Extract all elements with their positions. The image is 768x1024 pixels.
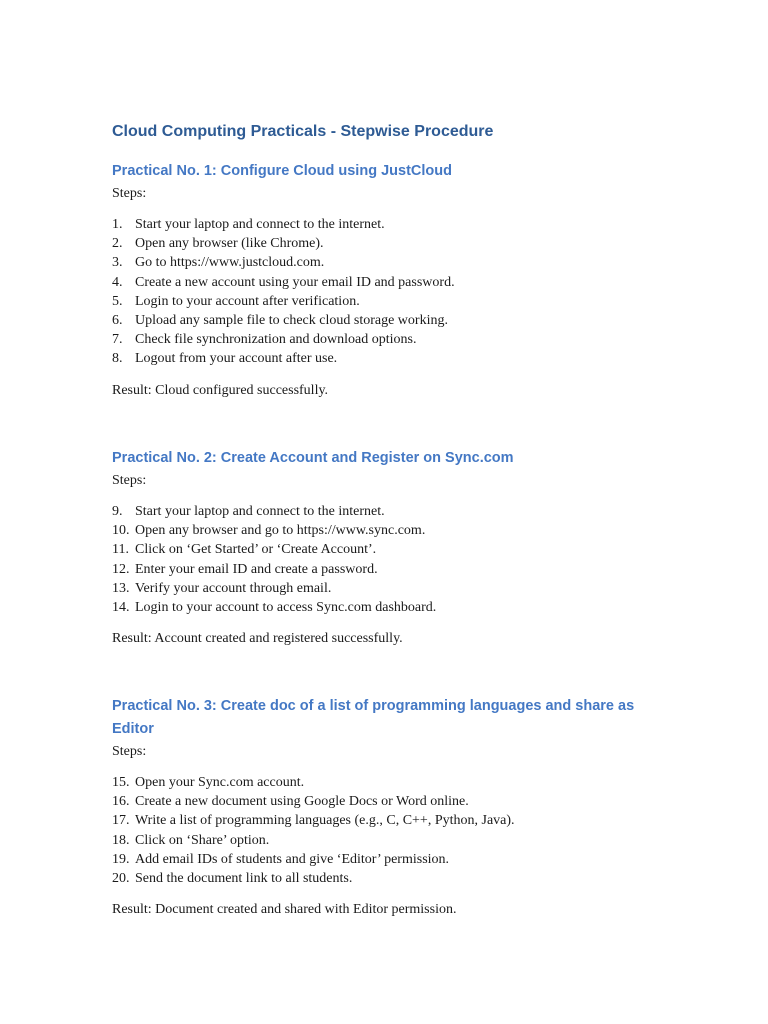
step-number: 18.: [112, 832, 130, 848]
step-item: [112, 792, 672, 811]
step-number: 4.: [112, 274, 123, 290]
step-item: [112, 292, 672, 311]
step-item: [112, 560, 672, 579]
step-text: Click on ‘Share’ option.: [135, 832, 270, 848]
step-item: [112, 598, 672, 617]
step-number: 12.: [112, 561, 130, 577]
step-item: [112, 579, 672, 598]
step-text: Open any browser (like Chrome).: [135, 236, 324, 252]
step-item: [112, 869, 672, 888]
step-text: Verify your account through email.: [135, 580, 332, 596]
step-text: Send the document link to all students.: [135, 870, 353, 886]
step-text: Start your laptop and connect to the internet.: [135, 504, 385, 519]
step-number: 20.: [112, 870, 130, 886]
step-item: [112, 811, 672, 830]
step-text: Open your Sync.com account.: [135, 775, 305, 790]
step-text: Logout from your account after use.: [135, 351, 338, 367]
step-item: [112, 349, 672, 368]
step-number: 15.: [112, 775, 130, 790]
practical-1-heading: Practical No. 1: Configure Cloud using JustCloud: [112, 163, 452, 179]
step-number: 14.: [112, 599, 130, 615]
practical-2-result: Result: Account created and registered successfully.: [112, 631, 403, 647]
step-number: 7.: [112, 332, 123, 348]
practical-3-section: [112, 695, 672, 920]
practical-2-steps-list: [112, 502, 672, 617]
step-number: 11.: [112, 542, 129, 558]
step-item: [112, 215, 672, 234]
step-item: [112, 502, 672, 521]
practical-1-result: Result: Cloud configured successfully.: [112, 382, 329, 398]
step-number: 3.: [112, 255, 123, 271]
practical-3-steps-label: Steps:: [112, 744, 147, 759]
step-number: 5.: [112, 293, 123, 309]
step-number: 2.: [112, 236, 123, 252]
step-item: [112, 831, 672, 850]
step-text: Click on ‘Get Started’ or ‘Create Account’.: [135, 542, 377, 558]
practical-3-steps-list: [112, 773, 672, 888]
practical-1-steps-label: Steps:: [112, 186, 147, 201]
step-number: 1.: [112, 217, 123, 232]
practical-2-section: [112, 447, 672, 649]
practical-2-steps-label: Steps:: [112, 473, 147, 488]
step-item: [112, 521, 672, 540]
step-text: Start your laptop and connect to the internet.: [135, 217, 385, 232]
step-text: Open any browser and go to https://www.sync.com.: [135, 523, 426, 539]
step-item: [112, 273, 672, 292]
step-number: 16.: [112, 794, 130, 810]
step-text: Login to your account after verification.: [135, 293, 360, 309]
practical-1-steps-list: [112, 215, 672, 369]
step-number: 9.: [112, 504, 123, 519]
step-item: [112, 850, 672, 869]
step-number: 6.: [112, 312, 123, 328]
step-number: 19.: [112, 851, 130, 867]
step-number: 10.: [112, 523, 130, 539]
step-item: [112, 253, 672, 272]
step-item: [112, 311, 672, 330]
step-text: Check file synchronization and download options.: [135, 332, 417, 348]
practical-3-heading: Practical No. 3: Create doc of a list of programming languages and share as Editor: [112, 698, 635, 737]
practical-3-result: Result: Document created and shared with Editor permission.: [112, 902, 457, 918]
step-text: Write a list of programming languages (e.g., C, C++, Python, Java).: [135, 813, 515, 829]
step-item: [112, 540, 672, 559]
step-text: Upload any sample file to check cloud storage working.: [135, 312, 448, 328]
step-number: 8.: [112, 351, 123, 367]
step-item: [112, 234, 672, 253]
step-number: 13.: [112, 580, 130, 596]
step-text: Login to your account to access Sync.com dashboard.: [135, 599, 437, 615]
step-text: Create a new document using Google Docs or Word online.: [135, 794, 469, 810]
practical-2-heading: Practical No. 2: Create Account and Register on Sync.com: [112, 450, 514, 466]
step-item: [112, 773, 672, 792]
step-item: [112, 330, 672, 349]
step-text: Enter your email ID and create a password.: [135, 561, 378, 577]
step-number: 17.: [112, 813, 130, 829]
step-text: Go to https://www.justcloud.com.: [135, 255, 325, 271]
document-title: Cloud Computing Practicals - Stepwise Procedure: [112, 123, 494, 140]
step-text: Create a new account using your email ID and password.: [135, 274, 455, 290]
practical-1-section: [112, 160, 672, 401]
step-text: Add email IDs of students and give ‘Editor’ permission.: [135, 851, 450, 867]
